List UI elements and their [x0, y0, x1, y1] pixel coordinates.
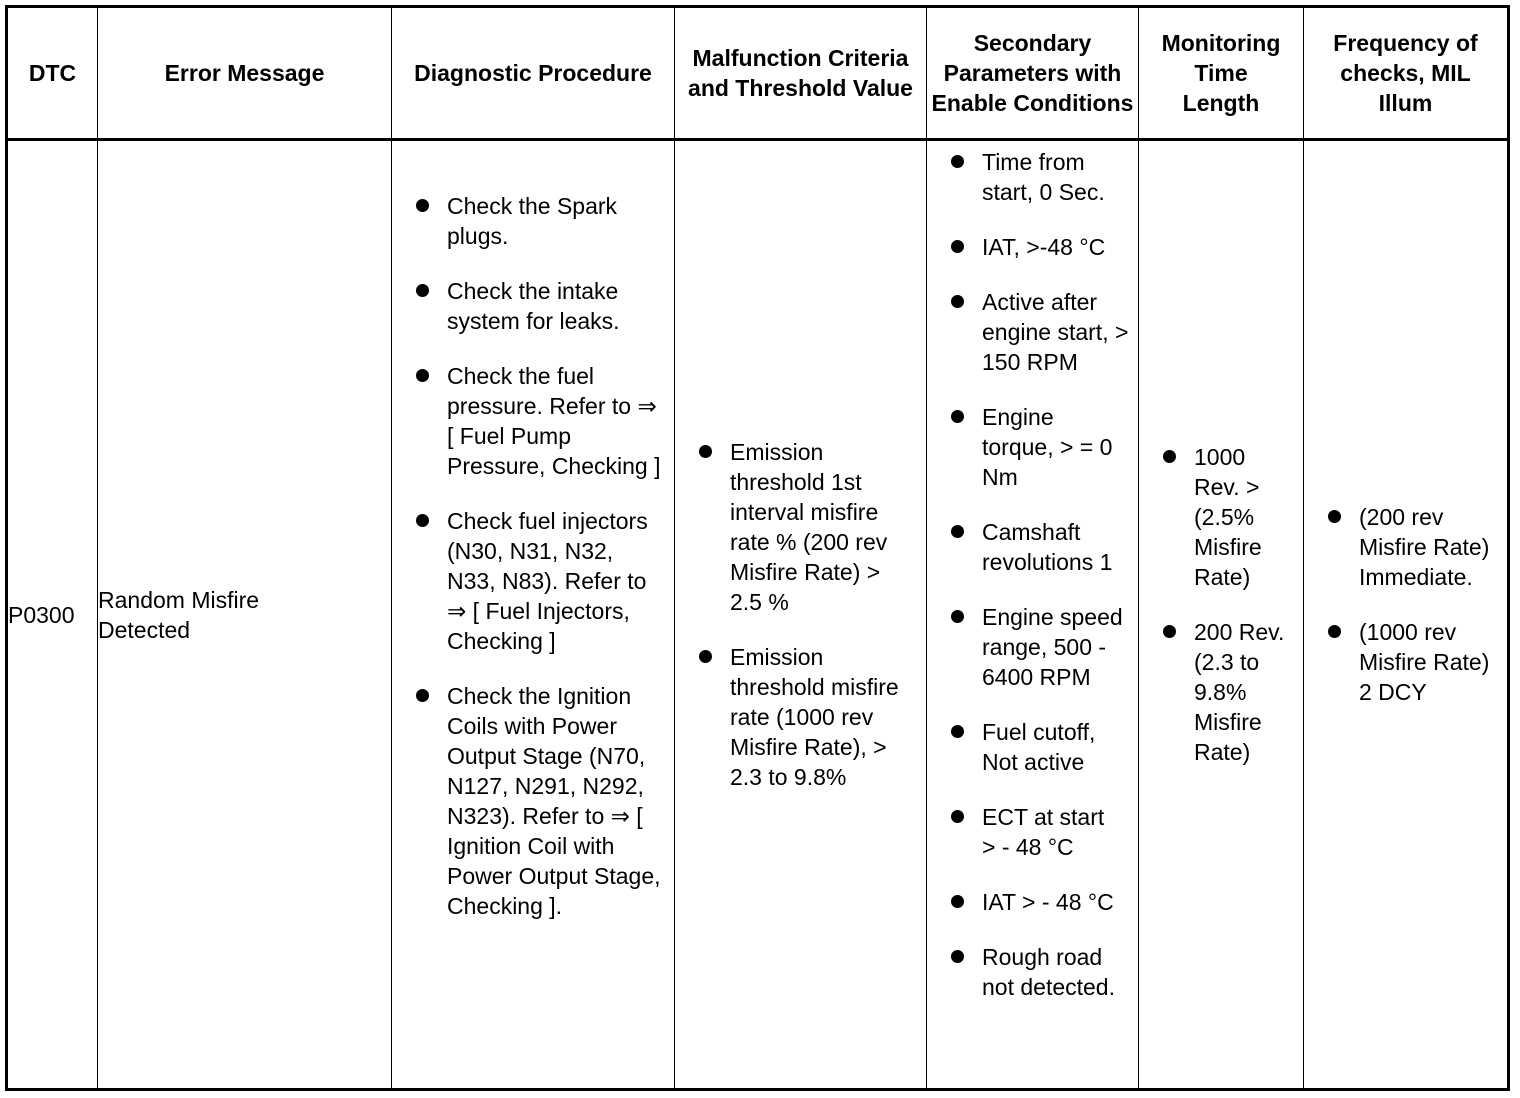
- parameter-item: Rough road not detected.: [927, 942, 1134, 1002]
- header-monitoring-time: Monitoring Time Length: [1139, 7, 1304, 140]
- diagnostic-procedure-cell: [392, 140, 675, 1090]
- header-row: [7, 7, 1509, 140]
- frequency-list: [1304, 502, 1503, 727]
- diagnostic-procedure-list: [392, 191, 668, 1039]
- parameter-item: Active after engine start, > 150 RPM: [927, 287, 1134, 377]
- procedure-item: Check the Spark plugs.: [392, 191, 668, 251]
- header-error-message: Error Message: [98, 7, 392, 140]
- secondary-parameters-cell: [927, 140, 1139, 1090]
- secondary-parameters-list: [927, 141, 1134, 1002]
- parameter-item: Engine speed range, 500 - 6400 RPM: [927, 602, 1134, 692]
- header-secondary-parameters: Secondary Parameters with Enable Conditions: [927, 7, 1139, 140]
- error-message: Random Misfire Detected: [98, 140, 392, 1090]
- monitoring-item: 200 Rev. (2.3 to 9.8% Misfire Rate): [1139, 617, 1297, 767]
- monitoring-time-cell: [1139, 140, 1304, 1090]
- procedure-item: Check the Ignition Coils with Power Output Stage (N70, N127, N291, N292, N323). Refer to ⇒ [ Ignition Coil with Power Output Stage, Checking ].: [392, 681, 668, 921]
- malfunction-criteria-list: [675, 437, 918, 792]
- parameter-item: Fuel cutoff, Not active: [927, 717, 1134, 777]
- header-dtc: DTC: [7, 7, 98, 140]
- header-malfunction-criteria: Malfunction Criteria and Threshold Value: [675, 7, 927, 140]
- dtc-table: [5, 5, 1510, 1091]
- criteria-item: Emission threshold misfire rate (1000 rev Misfire Rate), > 2.3 to 9.8%: [675, 642, 918, 792]
- dtc-code: P0300: [7, 140, 98, 1090]
- parameter-item: Camshaft revolutions 1: [927, 517, 1134, 577]
- parameter-item: IAT, >-48 °C: [927, 232, 1134, 262]
- procedure-item: Check fuel injectors (N30, N31, N32, N33, N83). Refer to ⇒ [ Fuel Injectors, Checking ]: [392, 506, 668, 656]
- monitoring-item: 1000 Rev. >(2.5% Misfire Rate): [1139, 442, 1297, 592]
- table-row: [7, 140, 1509, 1090]
- frequency-item: (1000 rev Misfire Rate) 2 DCY: [1304, 617, 1503, 707]
- frequency-item: (200 rev Misfire Rate) Immediate.: [1304, 502, 1503, 592]
- frequency-cell: [1304, 140, 1509, 1090]
- criteria-item: Emission threshold 1st interval misfire rate % (200 rev Misfire Rate) > 2.5 %: [675, 437, 918, 617]
- parameter-item: IAT > - 48 °C: [927, 887, 1134, 917]
- parameter-item: ECT at start > - 48 °C: [927, 802, 1134, 862]
- procedure-item: Check the intake system for leaks.: [392, 276, 668, 336]
- header-diagnostic-procedure: Diagnostic Procedure: [392, 7, 675, 140]
- parameter-item: Time from start, 0 Sec.: [927, 147, 1134, 207]
- malfunction-criteria-cell: [675, 140, 927, 1090]
- procedure-item: Check the fuel pressure. Refer to ⇒ [ Fuel Pump Pressure, Checking ]: [392, 361, 668, 481]
- header-frequency: Frequency of checks, MIL Illum: [1304, 7, 1509, 140]
- monitoring-time-list: [1139, 442, 1297, 787]
- parameter-item: Engine torque, > = 0 Nm: [927, 402, 1134, 492]
